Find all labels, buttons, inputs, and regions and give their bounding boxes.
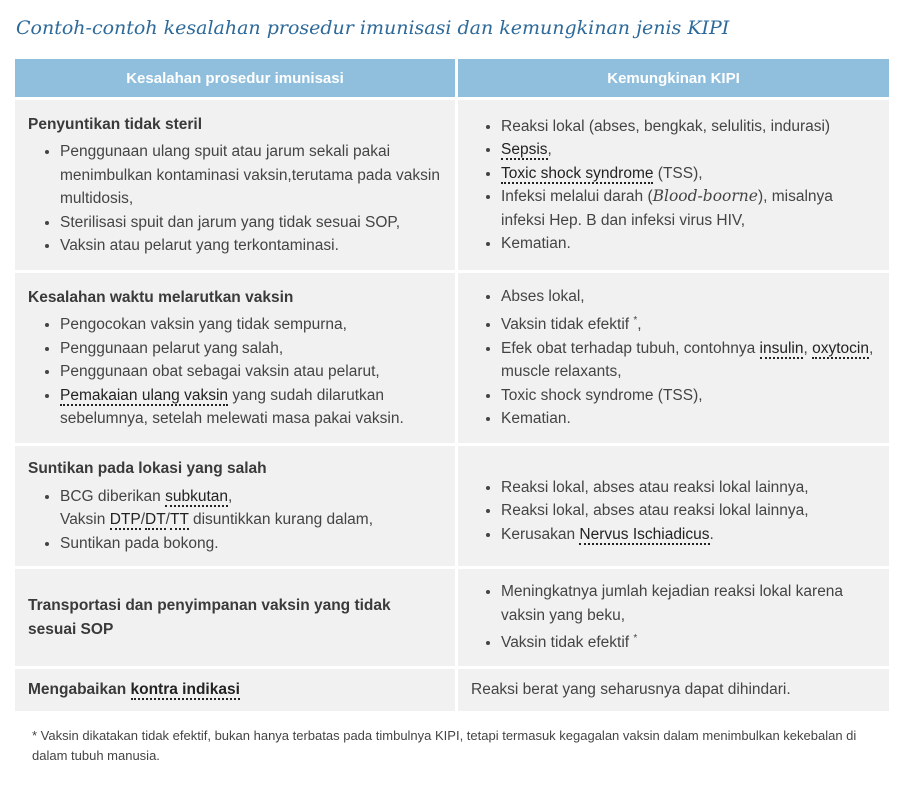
- list-text: ,: [637, 316, 642, 334]
- row-title: Suntikan pada lokasi yang salah: [28, 460, 267, 477]
- procedure-cell: [15, 446, 455, 566]
- tt-link[interactable]: TT: [169, 511, 189, 528]
- nervus-ischiadicus-link[interactable]: Nervus Ischiadicus: [579, 525, 710, 543]
- list-item: • Vaksin atau pelarut yang terkontaminasi.: [60, 234, 442, 258]
- subkutan-link[interactable]: subkutan: [165, 487, 229, 505]
- footnote: * Vaksin dikatakan tidak efektif, bukan hanya terbatas pada timbulnya KIPI, tetapi termasuk kegagalan vaksin dalam menimbulkan kekebalan di dalam tubuh manusia.: [32, 728, 857, 763]
- list-item: [60, 384, 442, 431]
- kipi-cell: [458, 100, 889, 270]
- list-item: • Sterilisasi spuit dan jarum yang tidak sesuai SOP,: [60, 211, 442, 235]
- list-text: ,: [228, 487, 233, 505]
- kipi-table: [12, 56, 892, 714]
- kipi-list: [471, 115, 876, 256]
- list-text: yang sudah dilarutkan sebelumnya, setelah melewati masa pakai vaksin.: [60, 386, 404, 427]
- procedure-list: [28, 140, 442, 258]
- list-item: [501, 337, 876, 384]
- list-item: [501, 523, 876, 547]
- list-text: /: [165, 511, 170, 528]
- list-text: Vaksin: [60, 511, 110, 528]
- list-item: • Abses lokal,: [501, 285, 876, 309]
- list-item: • Penggunaan obat sebagai vaksin atau pelarut,: [60, 360, 442, 384]
- list-text: disuntikkan kurang dalam,: [188, 511, 374, 528]
- list-text: BCG diberikan: [60, 487, 166, 505]
- procedure-cell: [15, 669, 455, 711]
- list-item: • Kematian.: [501, 407, 876, 431]
- table-header-row: [15, 59, 889, 97]
- list-item: [501, 185, 876, 232]
- sepsis-link[interactable]: Sepsis: [501, 141, 548, 158]
- list-item: [501, 138, 876, 162]
- list-text: (TSS),: [653, 164, 703, 182]
- table-row: [15, 669, 889, 711]
- table-row: [15, 273, 889, 443]
- italic-term: Blood-boorne: [652, 187, 758, 205]
- list-item: [501, 309, 876, 337]
- kipi-cell: Reaksi berat yang seharusnya dapat dihindari.: [458, 669, 889, 711]
- dtp-link[interactable]: DTP: [109, 511, 141, 528]
- dt-link[interactable]: DT: [145, 511, 166, 528]
- list-item: [60, 485, 442, 532]
- kipi-list: [471, 285, 876, 430]
- list-text: /: [140, 511, 145, 528]
- insulin-link[interactable]: insulin: [759, 339, 804, 357]
- header-possible-kipi: Kemungkinan KIPI: [458, 59, 889, 97]
- kipi-cell: [458, 273, 889, 443]
- row-title: [28, 678, 442, 702]
- list-item: [501, 627, 876, 655]
- list-text: ,: [547, 141, 552, 158]
- table-row: [15, 569, 889, 666]
- kipi-list: [471, 580, 876, 655]
- table-caption: Contoh-contoh kesalahan prosedur imunisasi dan kemungkinan jenis KIPI: [16, 17, 730, 39]
- toxic-shock-syndrome-link[interactable]: Toxic shock syndrome: [501, 164, 654, 182]
- list-item: • Toxic shock syndrome (TSS),: [501, 384, 876, 408]
- list-item: • Reaksi lokal, abses atau reaksi lokal lainnya,: [501, 499, 876, 523]
- list-text: ), misalnya infeksi Hep. B dan infeksi virus HIV,: [501, 188, 833, 229]
- footnote-marker: *: [633, 314, 638, 326]
- list-item: • Penggunaan pelarut yang salah,: [60, 337, 442, 361]
- list-text: Efek obat terhadap tubuh, contohnya: [501, 339, 760, 357]
- row-title-text: Mengabaikan: [28, 681, 131, 699]
- procedure-list: [28, 485, 442, 556]
- kipi-cell: [458, 446, 889, 566]
- row-title: Transportasi dan penyimpanan vaksin yang tidak sesuai SOP: [28, 597, 391, 638]
- list-item: • Pengocokan vaksin yang tidak sempurna,: [60, 313, 442, 337]
- oxytocin-link[interactable]: oxytocin: [812, 339, 869, 357]
- header-procedure-errors: Kesalahan prosedur imunisasi: [15, 59, 455, 97]
- list-item: • Kematian.: [501, 232, 876, 256]
- row-title: Kesalahan waktu melarutkan vaksin: [28, 288, 294, 306]
- list-item: • Suntikan pada bokong.: [60, 532, 442, 556]
- list-text: ,: [803, 339, 813, 357]
- procedure-list: [28, 313, 442, 431]
- reuse-vaccine-link[interactable]: Pemakaian ulang vaksin: [60, 386, 229, 404]
- kipi-cell: [458, 569, 889, 666]
- procedure-cell: [15, 273, 455, 443]
- footnote-marker: *: [633, 633, 638, 645]
- list-item: • Penggunaan ulang spuit atau jarum sekali pakai menimbulkan kontaminasi vaksin,terutama pada vaksin multidosis,: [60, 140, 442, 211]
- list-item: • Meningkatnya jumlah kejadian reaksi lokal karena vaksin yang beku,: [501, 580, 876, 627]
- procedure-cell: [15, 569, 455, 666]
- list-item: • Reaksi lokal (abses, bengkak, selulitis, indurasi): [501, 115, 876, 139]
- list-item: [501, 162, 876, 186]
- list-text: Kerusakan: [501, 525, 580, 543]
- list-text: Infeksi melalui darah (: [501, 188, 653, 205]
- procedure-cell: [15, 100, 455, 270]
- list-text: .: [709, 525, 714, 543]
- table-row: [15, 100, 889, 270]
- list-text: Vaksin tidak efektif: [501, 316, 634, 334]
- row-title: Penyuntikan tidak steril: [28, 115, 202, 133]
- kontra-indikasi-link[interactable]: kontra indikasi: [130, 681, 240, 699]
- table-row: [15, 446, 889, 566]
- list-text: , muscle relaxants,: [501, 339, 874, 381]
- kipi-list: [471, 476, 876, 547]
- list-item: • Reaksi lokal, abses atau reaksi lokal lainnya,: [501, 476, 876, 500]
- list-text: Vaksin tidak efektif: [501, 634, 634, 652]
